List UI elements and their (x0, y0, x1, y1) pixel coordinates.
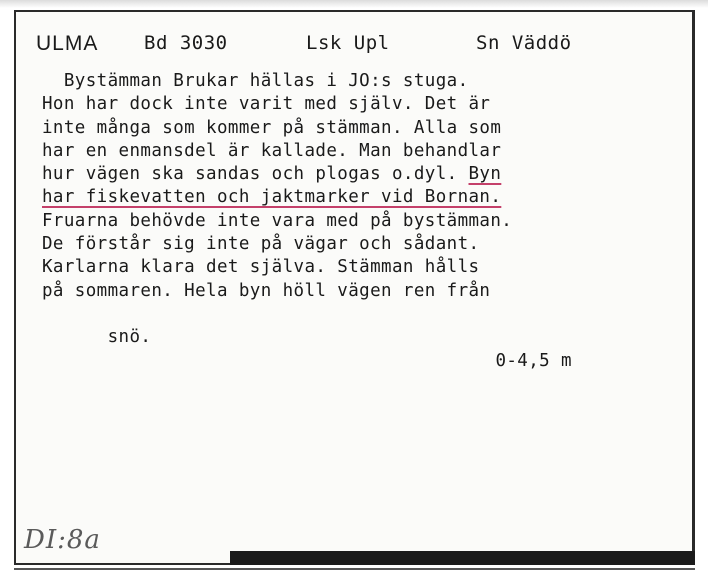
text-line: har en enmansdel är kallade. Man behandlar (42, 140, 502, 161)
text-line: Bystämman Brukar hällas i JO:s stuga. (42, 71, 469, 91)
text-line-underlined (42, 186, 672, 209)
card-body (42, 70, 672, 371)
county-label: Lsk Upl (306, 32, 390, 54)
parish-label: Sn Väddö (476, 32, 572, 54)
measurement-note: 0-4,5 m (495, 350, 572, 371)
text-line: Karlarna klara det själva. Stämman hålls (42, 257, 480, 278)
archive-card (14, 10, 695, 565)
text-line: De förstår sig inte på vägar och sådant. (42, 234, 480, 255)
scan-bottom-line (14, 568, 695, 570)
card-header (36, 32, 676, 62)
last-word: snö. (107, 327, 152, 348)
text-line: på sommaren. Hela byn höll vägen ren från (42, 280, 491, 301)
scan-edge-bar (230, 551, 695, 565)
underlined-segment: har fiskevatten och jaktmarker vid Bornan. (42, 187, 502, 208)
text-line: Hon har dock inte varit med själv. Det är (42, 94, 491, 115)
top-scan-strip (0, 0, 708, 8)
text-line: inte många som kommer på stämman. Alla som (42, 117, 502, 138)
place-name: ULMA (36, 32, 99, 55)
underlined-segment: Byn (468, 164, 502, 185)
text-line (42, 163, 672, 186)
text-segment: hur vägen ska sandas och plogas o.dyl. (42, 164, 469, 185)
text-line-last (42, 303, 672, 371)
text-line: Fruarna behövde inte vara med på bystämman. (42, 210, 513, 231)
archive-signature: DI:8a (24, 525, 101, 555)
volume-number: Bd 3030 (144, 32, 228, 54)
